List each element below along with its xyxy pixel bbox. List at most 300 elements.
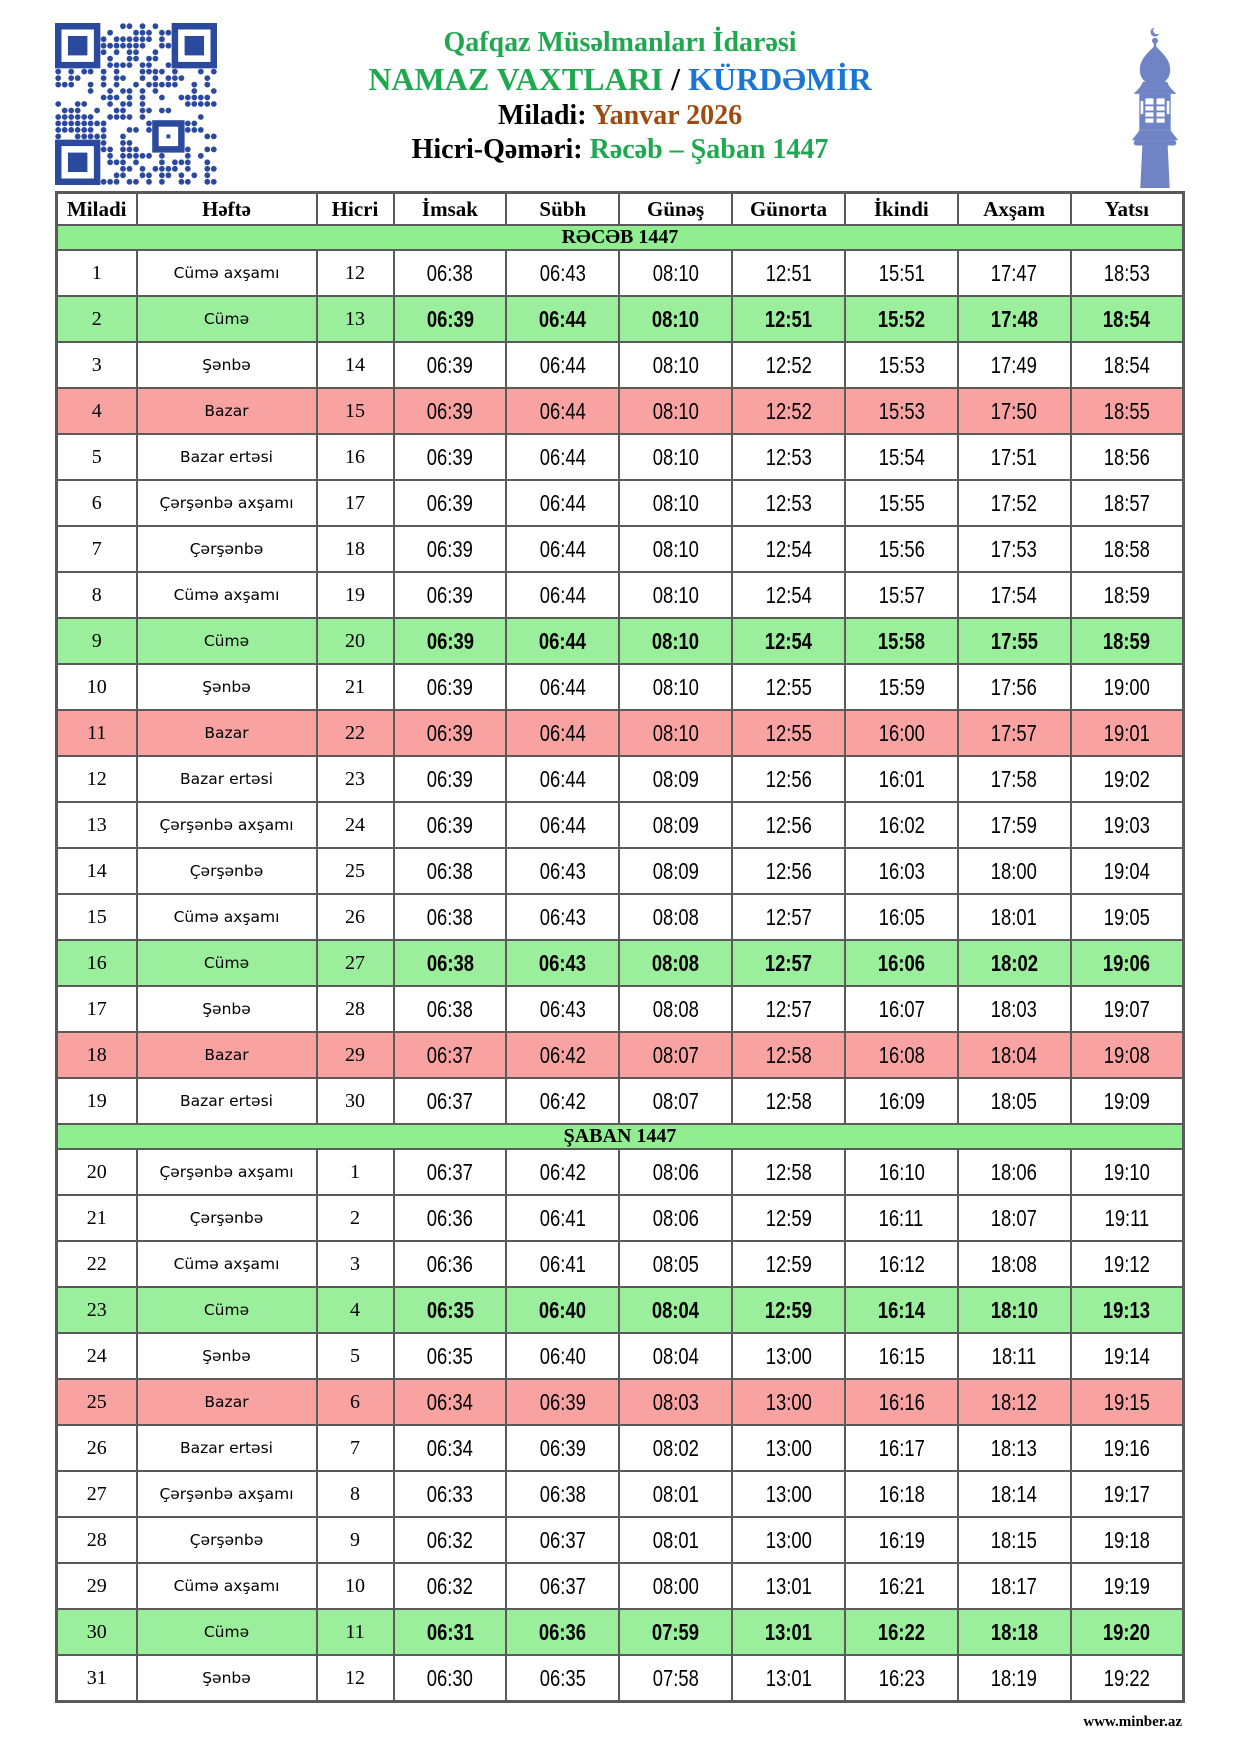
time-cell: 15:55 — [845, 480, 958, 526]
time-cell: 06:39 — [394, 618, 507, 664]
time-cell: 06:44 — [506, 388, 619, 434]
time-cell: 06:44 — [506, 618, 619, 664]
column-header-3: İmsak — [394, 193, 507, 226]
column-header-2: Hicri — [317, 193, 394, 226]
time-cell: 12:57 — [732, 940, 845, 986]
weekday-cell: Bazar ertəsi — [137, 1078, 317, 1124]
time-cell: 15:51 — [845, 250, 958, 296]
time-cell: 06:39 — [506, 1425, 619, 1471]
miladi-cell: 25 — [57, 1379, 137, 1425]
section-row — [57, 1124, 1184, 1149]
time-cell: 08:06 — [619, 1195, 732, 1241]
time-cell: 13:00 — [732, 1517, 845, 1563]
hicri-cell: 4 — [317, 1287, 394, 1333]
miladi-value: Yanvar 2026 — [592, 100, 743, 132]
time-cell: 08:09 — [619, 802, 732, 848]
time-cell: 16:16 — [845, 1379, 958, 1425]
miladi-cell: 7 — [57, 526, 137, 572]
time-cell: 06:36 — [506, 1609, 619, 1655]
time-cell: 18:18 — [958, 1609, 1071, 1655]
time-cell: 15:53 — [845, 388, 958, 434]
time-cell: 12:58 — [732, 1078, 845, 1124]
weekday-cell: Bazar ertəsi — [137, 434, 317, 480]
time-cell: 19:19 — [1071, 1563, 1184, 1609]
weekday-cell: Cümə axşamı — [137, 1241, 317, 1287]
column-header-6: Günorta — [732, 193, 845, 226]
table-row — [57, 526, 1184, 572]
miladi-cell: 29 — [57, 1563, 137, 1609]
time-cell: 18:03 — [958, 986, 1071, 1032]
time-cell: 12:54 — [732, 572, 845, 618]
time-cell: 16:14 — [845, 1287, 958, 1333]
time-cell: 16:03 — [845, 848, 958, 894]
time-cell: 06:43 — [506, 894, 619, 940]
hicri-cell: 7 — [317, 1425, 394, 1471]
time-cell: 19:13 — [1071, 1287, 1184, 1333]
time-cell: 19:02 — [1071, 756, 1184, 802]
time-cell: 18:55 — [1071, 388, 1184, 434]
time-cell: 16:01 — [845, 756, 958, 802]
hicri-cell: 29 — [317, 1032, 394, 1078]
miladi-cell: 8 — [57, 572, 137, 618]
miladi-cell: 27 — [57, 1471, 137, 1517]
qr-code-icon — [55, 22, 217, 186]
miladi-line — [230, 99, 1010, 133]
time-cell: 13:01 — [732, 1655, 845, 1702]
miladi-cell: 16 — [57, 940, 137, 986]
miladi-cell: 30 — [57, 1609, 137, 1655]
hicri-cell: 27 — [317, 940, 394, 986]
time-cell: 18:58 — [1071, 526, 1184, 572]
time-cell: 06:33 — [394, 1471, 507, 1517]
time-cell: 06:38 — [394, 250, 507, 296]
table-row — [57, 388, 1184, 434]
time-cell: 08:09 — [619, 848, 732, 894]
weekday-cell: Şənbə — [137, 664, 317, 710]
time-cell: 19:18 — [1071, 1517, 1184, 1563]
miladi-cell: 1 — [57, 250, 137, 296]
hicri-cell: 25 — [317, 848, 394, 894]
time-cell: 17:50 — [958, 388, 1071, 434]
time-cell: 19:10 — [1071, 1149, 1184, 1195]
weekday-cell: Çərşənbə — [137, 848, 317, 894]
hicri-cell: 5 — [317, 1333, 394, 1379]
time-cell: 17:57 — [958, 710, 1071, 756]
hicri-cell: 20 — [317, 618, 394, 664]
time-cell: 06:40 — [506, 1333, 619, 1379]
time-cell: 06:39 — [506, 1379, 619, 1425]
time-cell: 17:53 — [958, 526, 1071, 572]
time-cell: 19:03 — [1071, 802, 1184, 848]
table-row — [57, 296, 1184, 342]
time-cell: 12:53 — [732, 434, 845, 480]
time-cell: 06:39 — [394, 710, 507, 756]
time-cell: 08:10 — [619, 664, 732, 710]
weekday-cell: Bazar — [137, 1032, 317, 1078]
time-cell: 06:40 — [506, 1287, 619, 1333]
weekday-cell: Cümə axşamı — [137, 1563, 317, 1609]
hicri-cell: 16 — [317, 434, 394, 480]
time-cell: 15:52 — [845, 296, 958, 342]
time-cell: 18:08 — [958, 1241, 1071, 1287]
time-cell: 06:43 — [506, 940, 619, 986]
table-row — [57, 1149, 1184, 1195]
time-cell: 12:55 — [732, 710, 845, 756]
time-cell: 06:38 — [394, 986, 507, 1032]
time-cell: 19:17 — [1071, 1471, 1184, 1517]
time-cell: 16:15 — [845, 1333, 958, 1379]
column-header-7: İkindi — [845, 193, 958, 226]
time-cell: 06:44 — [506, 572, 619, 618]
table-row — [57, 1425, 1184, 1471]
time-cell: 18:57 — [1071, 480, 1184, 526]
time-cell: 12:59 — [732, 1241, 845, 1287]
table-row — [57, 1333, 1184, 1379]
hicri-cell: 18 — [317, 526, 394, 572]
website-link[interactable]: www.minber.az — [1083, 1714, 1182, 1730]
weekday-cell: Cümə — [137, 940, 317, 986]
column-header-0: Miladi — [57, 193, 137, 226]
miladi-cell: 11 — [57, 710, 137, 756]
time-cell: 16:12 — [845, 1241, 958, 1287]
section-row — [57, 225, 1184, 250]
weekday-cell: Çərşənbə axşamı — [137, 1471, 317, 1517]
weekday-cell: Çərşənbə — [137, 1517, 317, 1563]
table-row — [57, 986, 1184, 1032]
time-cell: 08:07 — [619, 1078, 732, 1124]
time-cell: 06:39 — [394, 388, 507, 434]
time-cell: 06:42 — [506, 1149, 619, 1195]
time-cell: 08:01 — [619, 1517, 732, 1563]
miladi-cell: 28 — [57, 1517, 137, 1563]
weekday-cell: Çərşənbə axşamı — [137, 1149, 317, 1195]
weekday-cell: Bazar — [137, 388, 317, 434]
time-cell: 06:41 — [506, 1195, 619, 1241]
organization-name: Qafqaz Müsəlmanları İdarəsi — [443, 27, 797, 58]
table-row — [57, 250, 1184, 296]
time-cell: 06:36 — [394, 1195, 507, 1241]
time-cell: 18:56 — [1071, 434, 1184, 480]
time-cell: 08:03 — [619, 1379, 732, 1425]
time-cell: 06:32 — [394, 1563, 507, 1609]
weekday-cell: Şənbə — [137, 1333, 317, 1379]
column-header-8: Axşam — [958, 193, 1071, 226]
time-cell: 06:39 — [394, 296, 507, 342]
time-cell: 12:55 — [732, 664, 845, 710]
time-cell: 15:58 — [845, 618, 958, 664]
hicri-cell: 2 — [317, 1195, 394, 1241]
time-cell: 12:51 — [732, 250, 845, 296]
time-cell: 08:10 — [619, 480, 732, 526]
time-cell: 13:00 — [732, 1333, 845, 1379]
hicri-cell: 1 — [317, 1149, 394, 1195]
time-cell: 17:59 — [958, 802, 1071, 848]
table-row — [57, 1287, 1184, 1333]
time-cell: 18:13 — [958, 1425, 1071, 1471]
time-cell: 06:32 — [394, 1517, 507, 1563]
minaret-icon — [1122, 26, 1188, 188]
hicri-cell: 22 — [317, 710, 394, 756]
time-cell: 19:00 — [1071, 664, 1184, 710]
time-cell: 06:44 — [506, 710, 619, 756]
time-cell: 12:53 — [732, 480, 845, 526]
page-header — [230, 26, 1010, 168]
miladi-cell: 20 — [57, 1149, 137, 1195]
time-cell: 12:56 — [732, 848, 845, 894]
weekday-cell: Çərşənbə axşamı — [137, 802, 317, 848]
hicri-value: Rəcəb – Şaban 1447 — [589, 134, 829, 166]
weekday-cell: Bazar — [137, 1379, 317, 1425]
time-cell: 16:05 — [845, 894, 958, 940]
page-title — [230, 60, 1010, 99]
hicri-cell: 28 — [317, 986, 394, 1032]
hicri-cell: 26 — [317, 894, 394, 940]
time-cell: 08:05 — [619, 1241, 732, 1287]
miladi-cell: 31 — [57, 1655, 137, 1702]
time-cell: 17:58 — [958, 756, 1071, 802]
time-cell: 18:59 — [1071, 572, 1184, 618]
time-cell: 16:17 — [845, 1425, 958, 1471]
table-row — [57, 756, 1184, 802]
weekday-cell: Şənbə — [137, 1655, 317, 1702]
hicri-cell: 8 — [317, 1471, 394, 1517]
time-cell: 08:02 — [619, 1425, 732, 1471]
table-row — [57, 664, 1184, 710]
weekday-cell: Çərşənbə — [137, 526, 317, 572]
time-cell: 06:38 — [506, 1471, 619, 1517]
time-cell: 13:01 — [732, 1563, 845, 1609]
column-header-4: Sübh — [506, 193, 619, 226]
hicri-cell: 21 — [317, 664, 394, 710]
time-cell: 15:59 — [845, 664, 958, 710]
time-cell: 15:57 — [845, 572, 958, 618]
time-cell: 07:58 — [619, 1655, 732, 1702]
time-cell: 12:58 — [732, 1149, 845, 1195]
time-cell: 06:43 — [506, 250, 619, 296]
time-cell: 18:59 — [1071, 618, 1184, 664]
time-cell: 12:58 — [732, 1032, 845, 1078]
hicri-cell: 30 — [317, 1078, 394, 1124]
time-cell: 08:01 — [619, 1471, 732, 1517]
time-cell: 12:59 — [732, 1195, 845, 1241]
time-cell: 16:23 — [845, 1655, 958, 1702]
time-cell: 12:54 — [732, 526, 845, 572]
time-cell: 06:42 — [506, 1032, 619, 1078]
miladi-cell: 9 — [57, 618, 137, 664]
time-cell: 19:14 — [1071, 1333, 1184, 1379]
time-cell: 06:39 — [394, 342, 507, 388]
miladi-cell: 17 — [57, 986, 137, 1032]
time-cell: 12:52 — [732, 342, 845, 388]
table-row — [57, 1078, 1184, 1124]
table-row — [57, 1609, 1184, 1655]
time-cell: 19:01 — [1071, 710, 1184, 756]
weekday-cell: Cümə axşamı — [137, 250, 317, 296]
hicri-cell: 23 — [317, 756, 394, 802]
time-cell: 06:37 — [506, 1563, 619, 1609]
time-cell: 17:48 — [958, 296, 1071, 342]
time-cell: 18:01 — [958, 894, 1071, 940]
time-cell: 18:19 — [958, 1655, 1071, 1702]
table-row — [57, 618, 1184, 664]
time-cell: 12:56 — [732, 802, 845, 848]
hicri-cell: 9 — [317, 1517, 394, 1563]
time-cell: 16:22 — [845, 1609, 958, 1655]
time-cell: 17:54 — [958, 572, 1071, 618]
time-cell: 12:57 — [732, 986, 845, 1032]
time-cell: 19:05 — [1071, 894, 1184, 940]
table-row — [57, 1471, 1184, 1517]
time-cell: 18:12 — [958, 1379, 1071, 1425]
time-cell: 18:17 — [958, 1563, 1071, 1609]
time-cell: 06:39 — [394, 572, 507, 618]
time-cell: 13:00 — [732, 1471, 845, 1517]
table-row — [57, 1563, 1184, 1609]
time-cell: 06:37 — [394, 1078, 507, 1124]
time-cell: 06:44 — [506, 434, 619, 480]
time-cell: 12:59 — [732, 1287, 845, 1333]
time-cell: 08:06 — [619, 1149, 732, 1195]
time-cell: 18:02 — [958, 940, 1071, 986]
time-cell: 06:34 — [394, 1425, 507, 1471]
time-cell: 06:38 — [394, 940, 507, 986]
time-cell: 08:04 — [619, 1287, 732, 1333]
table-row — [57, 1195, 1184, 1241]
column-header-5: Günəş — [619, 193, 732, 226]
time-cell: 18:00 — [958, 848, 1071, 894]
table-row — [57, 1241, 1184, 1287]
time-cell: 13:01 — [732, 1609, 845, 1655]
time-cell: 17:47 — [958, 250, 1071, 296]
time-cell: 16:00 — [845, 710, 958, 756]
time-cell: 18:06 — [958, 1149, 1071, 1195]
weekday-cell: Bazar — [137, 710, 317, 756]
weekday-cell: Cümə axşamı — [137, 572, 317, 618]
time-cell: 18:11 — [958, 1333, 1071, 1379]
time-cell: 16:09 — [845, 1078, 958, 1124]
hicri-cell: 12 — [317, 1655, 394, 1702]
time-cell: 08:07 — [619, 1032, 732, 1078]
time-cell: 06:36 — [394, 1241, 507, 1287]
weekday-cell: Cümə axşamı — [137, 894, 317, 940]
weekday-cell: Cümə — [137, 1287, 317, 1333]
title-separator: / — [663, 61, 689, 98]
time-cell: 06:37 — [394, 1149, 507, 1195]
time-cell: 19:12 — [1071, 1241, 1184, 1287]
column-header-1: Həftə — [137, 193, 317, 226]
time-cell: 16:19 — [845, 1517, 958, 1563]
miladi-cell: 12 — [57, 756, 137, 802]
hicri-cell: 6 — [317, 1379, 394, 1425]
time-cell: 08:10 — [619, 342, 732, 388]
time-cell: 19:06 — [1071, 940, 1184, 986]
table-row — [57, 342, 1184, 388]
hicri-line — [230, 133, 1010, 167]
time-cell: 06:44 — [506, 756, 619, 802]
time-cell: 06:43 — [506, 848, 619, 894]
time-cell: 07:59 — [619, 1609, 732, 1655]
table-row — [57, 894, 1184, 940]
hicri-cell: 15 — [317, 388, 394, 434]
time-cell: 19:11 — [1071, 1195, 1184, 1241]
time-cell: 06:44 — [506, 342, 619, 388]
hicri-cell: 24 — [317, 802, 394, 848]
time-cell: 17:56 — [958, 664, 1071, 710]
time-cell: 18:53 — [1071, 250, 1184, 296]
time-cell: 16:18 — [845, 1471, 958, 1517]
time-cell: 16:08 — [845, 1032, 958, 1078]
time-cell: 08:10 — [619, 572, 732, 618]
time-cell: 06:35 — [394, 1333, 507, 1379]
miladi-cell: 18 — [57, 1032, 137, 1078]
hicri-cell: 11 — [317, 1609, 394, 1655]
time-cell: 19:22 — [1071, 1655, 1184, 1702]
miladi-cell: 14 — [57, 848, 137, 894]
time-cell: 06:35 — [394, 1287, 507, 1333]
time-cell: 06:39 — [394, 480, 507, 526]
weekday-cell: Cümə — [137, 618, 317, 664]
time-cell: 08:09 — [619, 756, 732, 802]
hicri-cell: 10 — [317, 1563, 394, 1609]
time-cell: 17:52 — [958, 480, 1071, 526]
table-row — [57, 480, 1184, 526]
table-row — [57, 434, 1184, 480]
hicri-cell: 17 — [317, 480, 394, 526]
time-cell: 18:54 — [1071, 342, 1184, 388]
table-row — [57, 1655, 1184, 1702]
table-row — [57, 848, 1184, 894]
miladi-cell: 24 — [57, 1333, 137, 1379]
column-header-row — [57, 193, 1184, 226]
weekday-cell: Bazar ertəsi — [137, 756, 317, 802]
title-main: NAMAZ VAXTLARI — [368, 61, 664, 98]
time-cell: 19:07 — [1071, 986, 1184, 1032]
column-header-9: Yatsı — [1071, 193, 1184, 226]
time-cell: 16:02 — [845, 802, 958, 848]
time-cell: 16:21 — [845, 1563, 958, 1609]
time-cell: 08:08 — [619, 986, 732, 1032]
section-header: RƏCƏB 1447 — [57, 225, 1184, 250]
time-cell: 18:05 — [958, 1078, 1071, 1124]
time-cell: 18:04 — [958, 1032, 1071, 1078]
time-cell: 06:39 — [394, 434, 507, 480]
time-cell: 18:10 — [958, 1287, 1071, 1333]
time-cell: 06:35 — [506, 1655, 619, 1702]
time-cell: 12:52 — [732, 388, 845, 434]
weekday-cell: Şənbə — [137, 342, 317, 388]
miladi-cell: 19 — [57, 1078, 137, 1124]
table-row — [57, 940, 1184, 986]
time-cell: 12:57 — [732, 894, 845, 940]
table-row — [57, 572, 1184, 618]
section-header: ŞABAN 1447 — [57, 1124, 1184, 1149]
time-cell: 06:44 — [506, 664, 619, 710]
time-cell: 06:39 — [394, 756, 507, 802]
time-cell: 19:20 — [1071, 1609, 1184, 1655]
time-cell: 06:37 — [394, 1032, 507, 1078]
time-cell: 08:04 — [619, 1333, 732, 1379]
time-cell: 16:07 — [845, 986, 958, 1032]
time-cell: 17:51 — [958, 434, 1071, 480]
table-row — [57, 1032, 1184, 1078]
hicri-cell: 12 — [317, 250, 394, 296]
time-cell: 08:08 — [619, 894, 732, 940]
miladi-cell: 21 — [57, 1195, 137, 1241]
time-cell: 08:10 — [619, 250, 732, 296]
time-cell: 19:04 — [1071, 848, 1184, 894]
table-row — [57, 710, 1184, 756]
time-cell: 06:42 — [506, 1078, 619, 1124]
